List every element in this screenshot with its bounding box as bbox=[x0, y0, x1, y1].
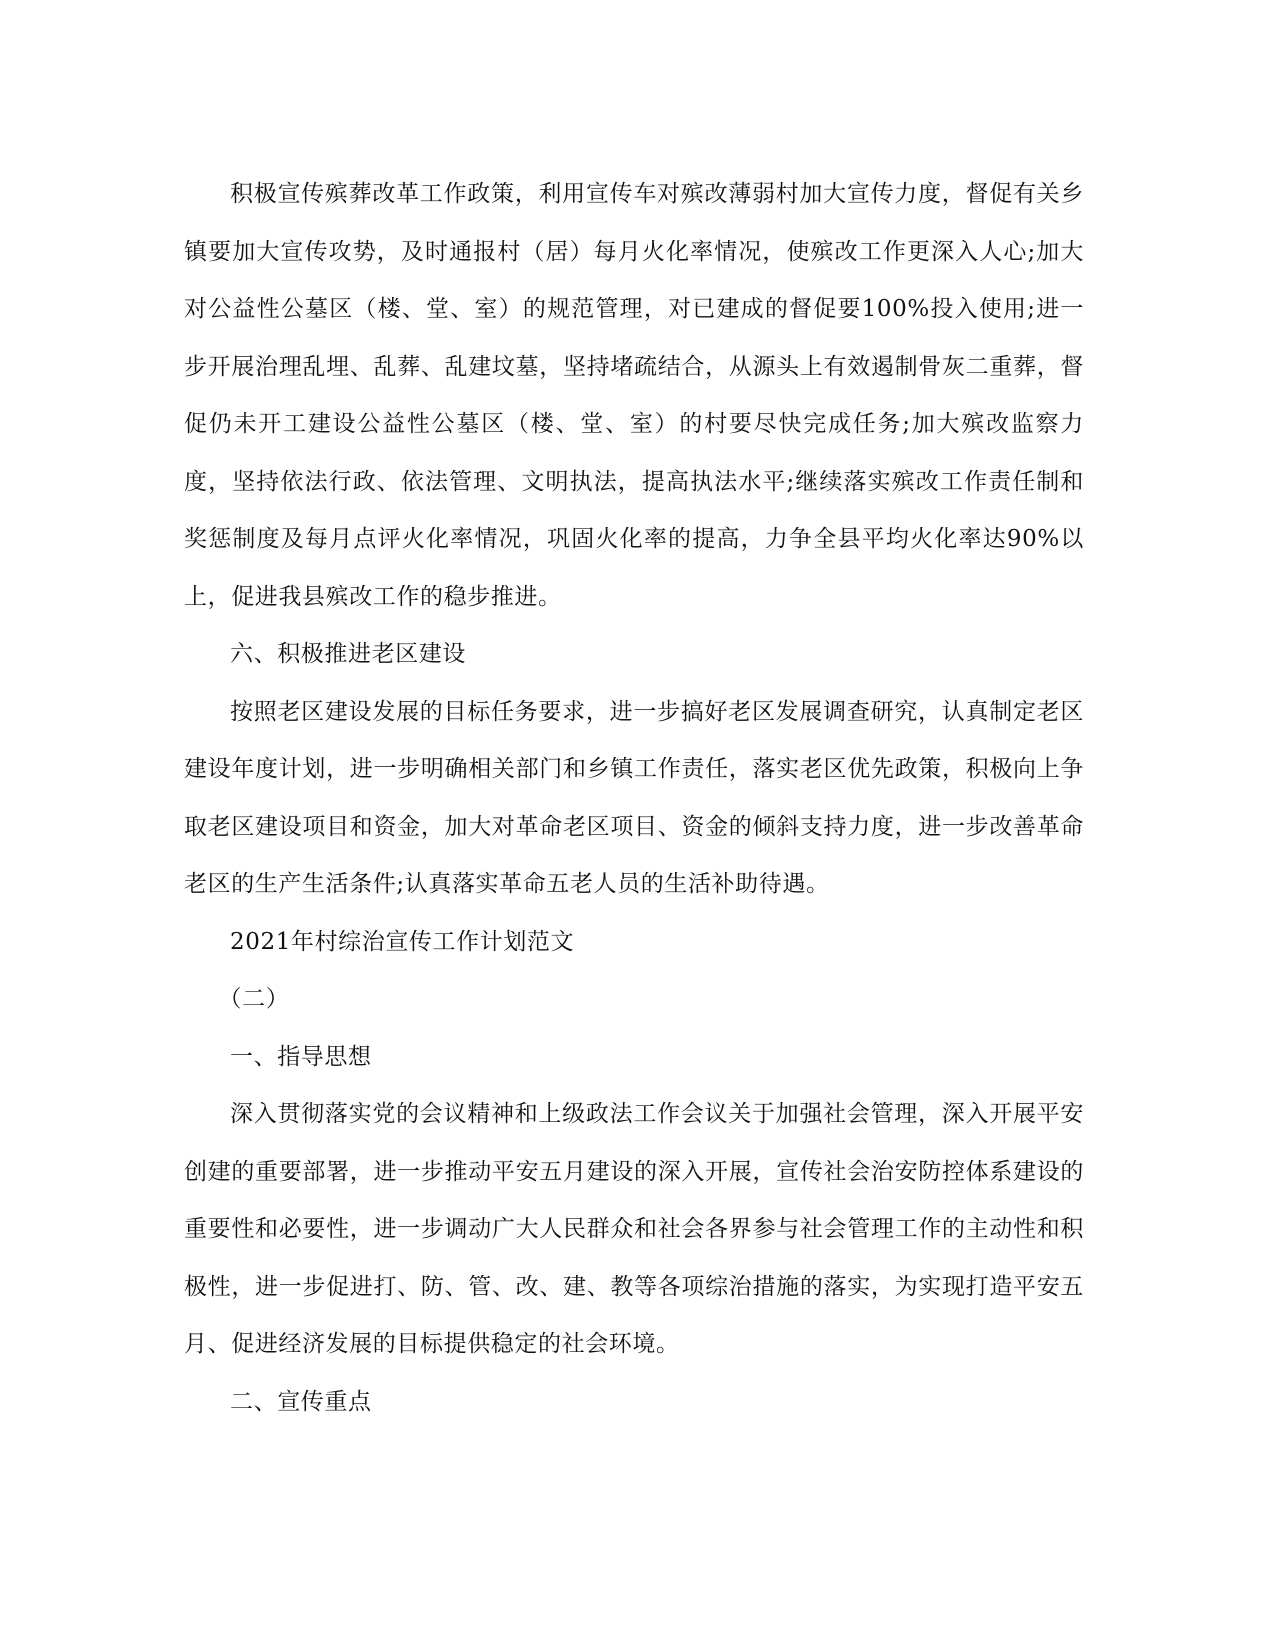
document-body bbox=[184, 166, 1084, 1431]
paragraph-guiding-ideology: 深入贯彻落实党的会议精神和上级政法工作会议关于加强社会管理，深入开展平安创建的重要部署，进一步推动平安五月建设的深入开展，宣传社会治安防控体系建设的重要性和必要性，进一步调动广大人民群众和社会各界参与社会管理工作的主动性和积极性，进一步促进打、防、管、改、建、教等各项综治措施的落实，为实现打造平安五月、促进经济发展的目标提供稳定的社会环境。 bbox=[184, 1101, 1084, 1357]
paragraph-old-area-construction: 按照老区建设发展的目标任务要求，进一步搞好老区发展调查研究，认真制定老区建设年度计划，进一步明确相关部门和乡镇工作责任，落实老区优先政策，积极向上争取老区建设项目和资金，加大对革命老区项目、资金的倾斜支持力度，进一步改善革命老区的生产生活条件;认真落实革命五老人员的生活补助待遇。 bbox=[184, 698, 1084, 897]
document-title: 2021年村综治宣传工作计划范文 bbox=[230, 928, 575, 955]
paragraph-cremation-reform: 积极宣传殡葬改革工作政策，利用宣传车对殡改薄弱村加大宣传力度，督促有关乡镇要加大宣传攻势，及时通报村（居）每月火化率情况，使殡改工作更深入人心;加大对公益性公墓区（楼、堂、室）的规范管理，对已建成的督促要100%投入使用;进一步开展治理乱埋、乱葬、乱建坟墓，坚持堵疏结合，从源头上有效遏制骨灰二重葬，督促仍未开工建设公益性公墓区（楼、堂、室）的村要尽快完成任务;加大殡改监察力度，坚持依法行政、依法管理、文明执法，提高执法水平;继续落实殡改工作责任制和奖惩制度及每月点评火化率情况，巩固火化率的提高，力争全县平均火化率达90%以上，促进我县殡改工作的稳步推进。 bbox=[184, 181, 1084, 610]
heading-guiding-ideology: 一、指导思想 bbox=[230, 1043, 372, 1070]
heading-publicity-focus: 二、宣传重点 bbox=[230, 1388, 372, 1415]
document-subtitle: （二） bbox=[218, 986, 290, 1012]
heading-section-six: 六、积极推进老区建设 bbox=[230, 641, 466, 667]
